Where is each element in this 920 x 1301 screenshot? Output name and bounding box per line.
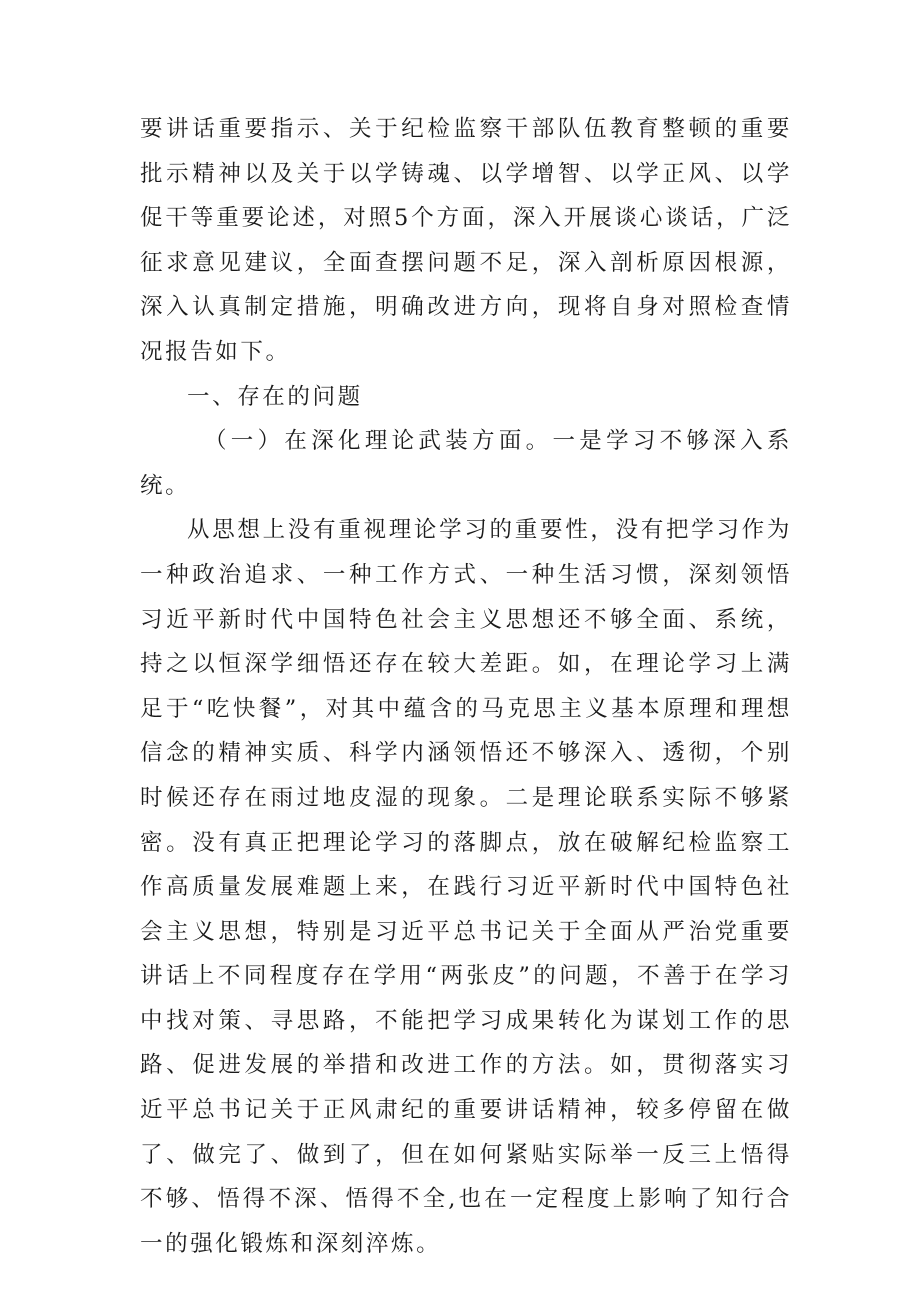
subsection-heading: （一）在深化理论武装方面。一是学习不够深入系统。 — [140, 428, 792, 499]
section-heading: 一、存在的问题 — [187, 383, 363, 410]
body-paragraph: 从思想上没有重视理论学习的重要性，没有把学习作为一种政治追求、一种工作方式、一种生活习惯，深刻领悟习近平新时代中国特色社会主义思想还不够全面、系统，持之以恒深学细悟还存在较大差距。如，在理论学习上满足于“吃快餐”，对其中蕴含的马克思主义基本原理和理想信念的精神实质、科学内涵领悟还不够深入、透彻，个别时候还存在雨过地皮湿的现象。二是理论联系实际不够紧密。没有真正把理论学习的落脚点，放在破解纪检监察工作高质量发展难题上来，在践行习近平新时代中国特色社会主义思想，特别是习近平总书记关于全面从严治党重要讲话上不同程度存在学用“两张皮”的问题，不善于在学习中找对策、寻思路，不能把学习成果转化为谋划工作的思路、促进发展的举措和改进工作的方法。如，贯彻落实习近平总书记关于正风肃纪的重要讲话精神，较多停留在做了、做完了、做到了，但在如何紧贴实际举一反三上悟得不够、悟得不深、悟得不全,也在一定程度上影响了知行合一的强化锻炼和深刻淬炼。 — [140, 517, 792, 1257]
intro-paragraph: 要讲话重要指示、关于纪检监察干部队伍教育整顿的重要批示精神以及关于以学铸魂、以学增智、以学正风、以学促干等重要论述，对照5个方面，深入开展谈心谈话，广泛征求意见建议，全面查摆问题不足，深入剖析原因根源，深入认真制定措施，明确改进方向，现将自身对照检查情况报告如下。 — [140, 116, 792, 365]
document-body — [140, 107, 792, 1266]
